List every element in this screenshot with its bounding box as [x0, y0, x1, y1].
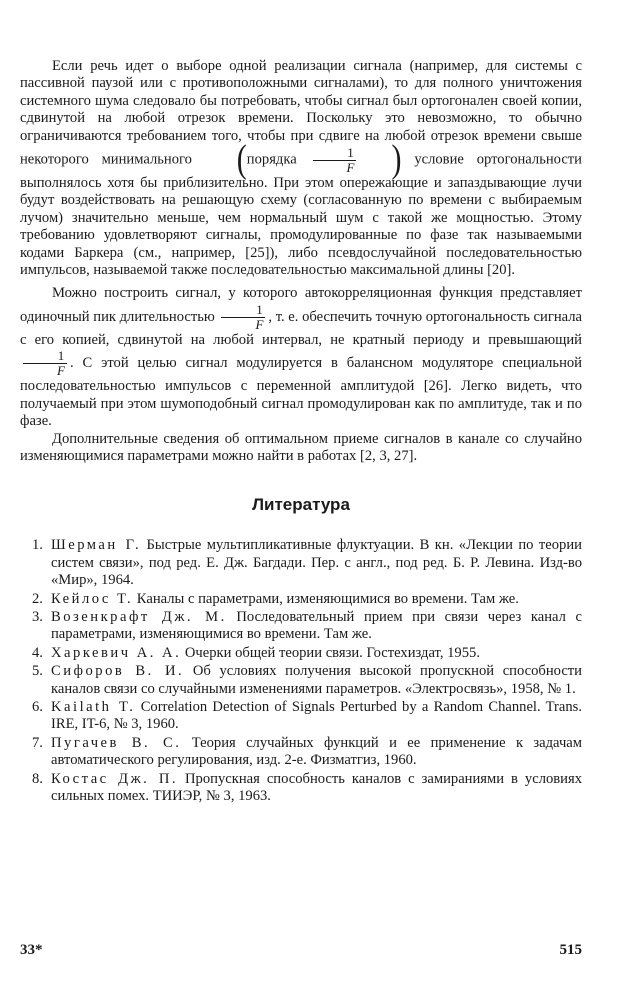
reference-number: 4.: [32, 644, 43, 661]
fraction-numerator: 1: [221, 303, 265, 318]
reference-text: Пропускная способность каналов с замираниями в условиях сильных помех. ТИИЭР, № 3, 1963.: [51, 770, 582, 804]
paragraph-2: [20, 285, 582, 430]
reference-number: 1.: [32, 537, 43, 554]
reference-number: 3.: [32, 608, 43, 625]
references-heading: Литература: [252, 495, 350, 515]
signature-mark: 33*: [20, 942, 43, 958]
reference-author: Сифоров В. И.: [51, 663, 185, 680]
reference-author: Харкевич А. А.: [51, 644, 182, 661]
reference-author: Возенкрафт Дж. М.: [51, 608, 227, 625]
paragraph-1-text-b: условие ортогональности выполнялось хотя бы приблизительно. При этом опережающие и запаздывающие лучи будут воздействовать на решающую схему (согласованную по времени с выбираемым лучом) значительно меньше, чем нормальный шум с такой же мощностью. Этому требованию удовлетворяют сигналы, промодулированные по фазе так называемыми кодами Баркера (см., например, [25]), либо псевдослучайной последовательностью импульсов, называемой также последовательностью максимальной длины [20].: [20, 151, 582, 279]
fraction-denominator: F: [57, 363, 65, 379]
reference-number: 2.: [32, 590, 43, 607]
paragraph-1-text-a: Если речь идет о выборе одной реализации сигнала (например, для системы с пассивной паузой или с противоположными сигналами), то для полного уничтожения системного шума следовало бы потребовать, чтобы сигнал был ортогонален своей копии, сдвинутой на любой отрезок времени. Поскольку это невозможно, то обычно ограничиваются требованием того, чтобы при сдвиге на любой отрезок времени свыше некоторого минимального: [20, 58, 582, 168]
reference-author: Шерман Г.: [51, 537, 142, 554]
reference-text: Correlation Detection of Signals Perturbed by a Random Channel. Trans. IRE, IT-6, № 3, 1960.: [51, 698, 582, 733]
reference-author: Kailath T.: [51, 698, 136, 715]
reference-number: 7.: [32, 734, 43, 751]
fraction-numerator: 1: [313, 146, 357, 161]
reference-text: Об условиях получения высокой пропускной способности каналов связи со случайными изменениями параметров. «Электросвязь», 1958, № 1.: [51, 663, 582, 697]
reference-author: Пугачев В. С.: [51, 734, 182, 751]
reference-text: Каналы с параметрами, изменяющимися во времени. Там же.: [136, 590, 519, 607]
reference-text: Последовательный прием при связи через канал с параметрами, изменяющимися во времени. Там же.: [51, 608, 582, 643]
paren-word: порядка: [246, 151, 297, 168]
reference-item: [20, 609, 582, 644]
paragraph-3: Дополнительные сведения об оптимальном приеме сигналов в канале со случайно изменяющимися параметрами можно найти в работах [2, 3, 27].: [20, 430, 582, 464]
reference-author: Кейлос Т.: [51, 590, 134, 607]
reference-text: Теория случайных функций и ее применение к задачам автоматического регулирования, изд. 2-е. Физматгиз, 1960.: [51, 734, 582, 769]
reference-text: Очерки общей теории связи. Гостехиздат, 1955.: [184, 644, 480, 661]
reference-item: [20, 591, 582, 608]
fraction-numerator: 1: [23, 349, 67, 364]
reference-item: [20, 771, 582, 806]
reference-item: [20, 699, 582, 734]
paragraph-2-text-c: . С этой целью сигнал модулируется в балансном модуляторе специальной последовательностью импульсов с переменной амплитудой [26]. Легко видеть, что получаемый при этом шумоподобный сигнал промодулирован как по амплитуде, так и по фазе.: [20, 355, 582, 430]
reference-author: Костас Дж. П.: [51, 770, 179, 787]
reference-item: [20, 537, 582, 589]
fraction-1-over-f: [313, 146, 357, 175]
reference-item: [20, 645, 582, 662]
paragraph-2-text-a: Можно построить сигнал, у которого автокорреляционная функция представляет одиночный пик длительностью: [20, 285, 582, 325]
references-list: [20, 537, 582, 805]
fraction-denominator: F: [255, 316, 264, 332]
reference-number: 6.: [32, 698, 43, 715]
reference-text: Быстрые мультипликативные флуктуации. В кн. «Лекции по теории систем связи», под ред. Е. Дж. Багдади. Пер. с англ., под ред. Б. Р. Левина. Изд-во «Мир», 1964.: [51, 537, 582, 589]
reference-item: [20, 663, 582, 698]
reference-number: 5.: [32, 663, 43, 680]
open-paren: (: [236, 137, 247, 181]
fraction-1-over-f: [221, 303, 265, 332]
reference-number: 8.: [32, 770, 43, 787]
reference-item: [20, 735, 582, 770]
fraction-1-over-f: [23, 349, 67, 378]
fraction-denominator: F: [346, 159, 355, 175]
page-number: 515: [559, 942, 582, 958]
page-content: [20, 58, 582, 806]
close-paren: ): [391, 137, 402, 181]
paragraph-2-text-b: , т. е. обеспечить точную ортогональность сигнала с его копией, сдвинутой на любой интервал, не кратный периоду и превышающий: [20, 308, 583, 348]
paragraph-1: [20, 58, 582, 279]
